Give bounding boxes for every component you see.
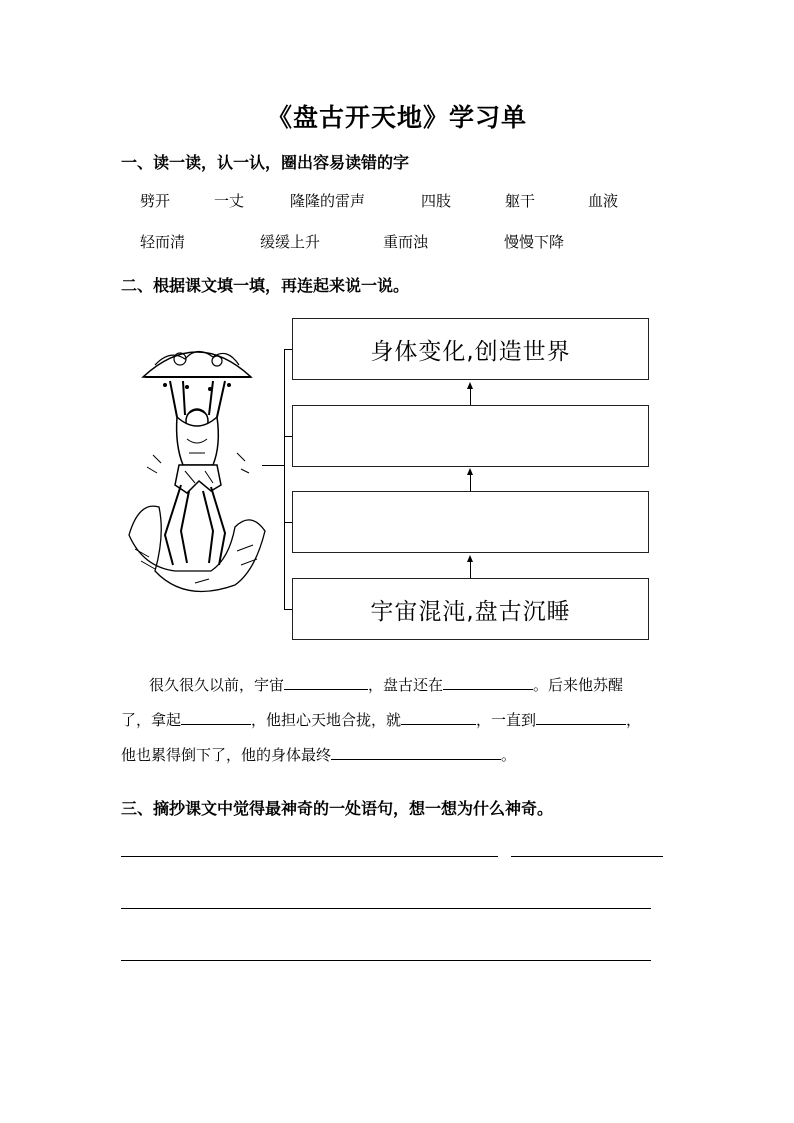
flow-box-bottom: 宇宙混沌,盘古沉睡	[292, 578, 649, 640]
para-text: 。	[501, 746, 517, 764]
writing-line[interactable]	[511, 856, 663, 857]
writing-line[interactable]	[121, 908, 651, 909]
flow-box-top: 身体变化,创造世界	[292, 318, 649, 380]
blank-field[interactable]	[443, 675, 533, 690]
word-item: 一丈	[214, 192, 245, 210]
fill-in-paragraph	[121, 668, 701, 773]
para-text: ，他担心天地合拢，就	[251, 711, 402, 729]
para-text: 他也累得倒下了，他的身体最终	[121, 746, 332, 764]
para-text: ，	[626, 711, 642, 729]
para-text: ，盘古还在	[368, 676, 444, 694]
bracket-tick	[284, 609, 292, 610]
flow-box-blank[interactable]	[292, 491, 649, 553]
section1-heading: 一、读一读，认一认，圈出容易读错的字	[121, 153, 410, 172]
para-text: ，一直到	[476, 711, 537, 729]
word-item: 四肢	[421, 192, 452, 210]
bracket-spine	[284, 349, 285, 609]
section3-heading: 三、摘抄课文中觉得最神奇的一处语句，想一想为什么神奇。	[121, 799, 554, 818]
arrow-up-icon	[467, 382, 473, 389]
writing-line[interactable]	[121, 856, 498, 857]
bracket-tick	[284, 436, 292, 437]
word-item: 慢慢下降	[504, 233, 565, 251]
writing-line[interactable]	[121, 960, 651, 961]
word-item: 缓缓上升	[260, 233, 321, 251]
bracket-tick	[284, 349, 292, 350]
blank-field[interactable]	[536, 710, 626, 725]
word-item: 躯干	[505, 192, 536, 210]
word-item: 轻而清	[140, 233, 186, 251]
para-text: 很久很久以前，宇宙	[149, 676, 285, 694]
bracket-tick	[284, 522, 292, 523]
word-item: 隆隆的雷声	[290, 192, 366, 210]
section2-heading: 二、根据课文填一填，再连起来说一说。	[121, 276, 410, 295]
arrow-up-icon	[467, 468, 473, 475]
word-item: 劈开	[140, 192, 171, 210]
arrow-up-icon	[467, 555, 473, 562]
blank-field[interactable]	[181, 710, 251, 725]
word-item: 重而浊	[383, 233, 429, 251]
word-item: 血液	[588, 192, 619, 210]
pangu-illustration	[125, 335, 270, 600]
blank-field[interactable]	[284, 675, 368, 690]
bracket-stem	[262, 465, 284, 466]
page-title: 《盘古开天地》学习单	[266, 103, 527, 132]
flow-box-blank[interactable]	[292, 405, 649, 467]
blank-field[interactable]	[331, 745, 501, 760]
para-text: 。后来他苏醒	[533, 676, 624, 694]
para-text: 了，拿起	[121, 711, 182, 729]
blank-field[interactable]	[401, 710, 476, 725]
